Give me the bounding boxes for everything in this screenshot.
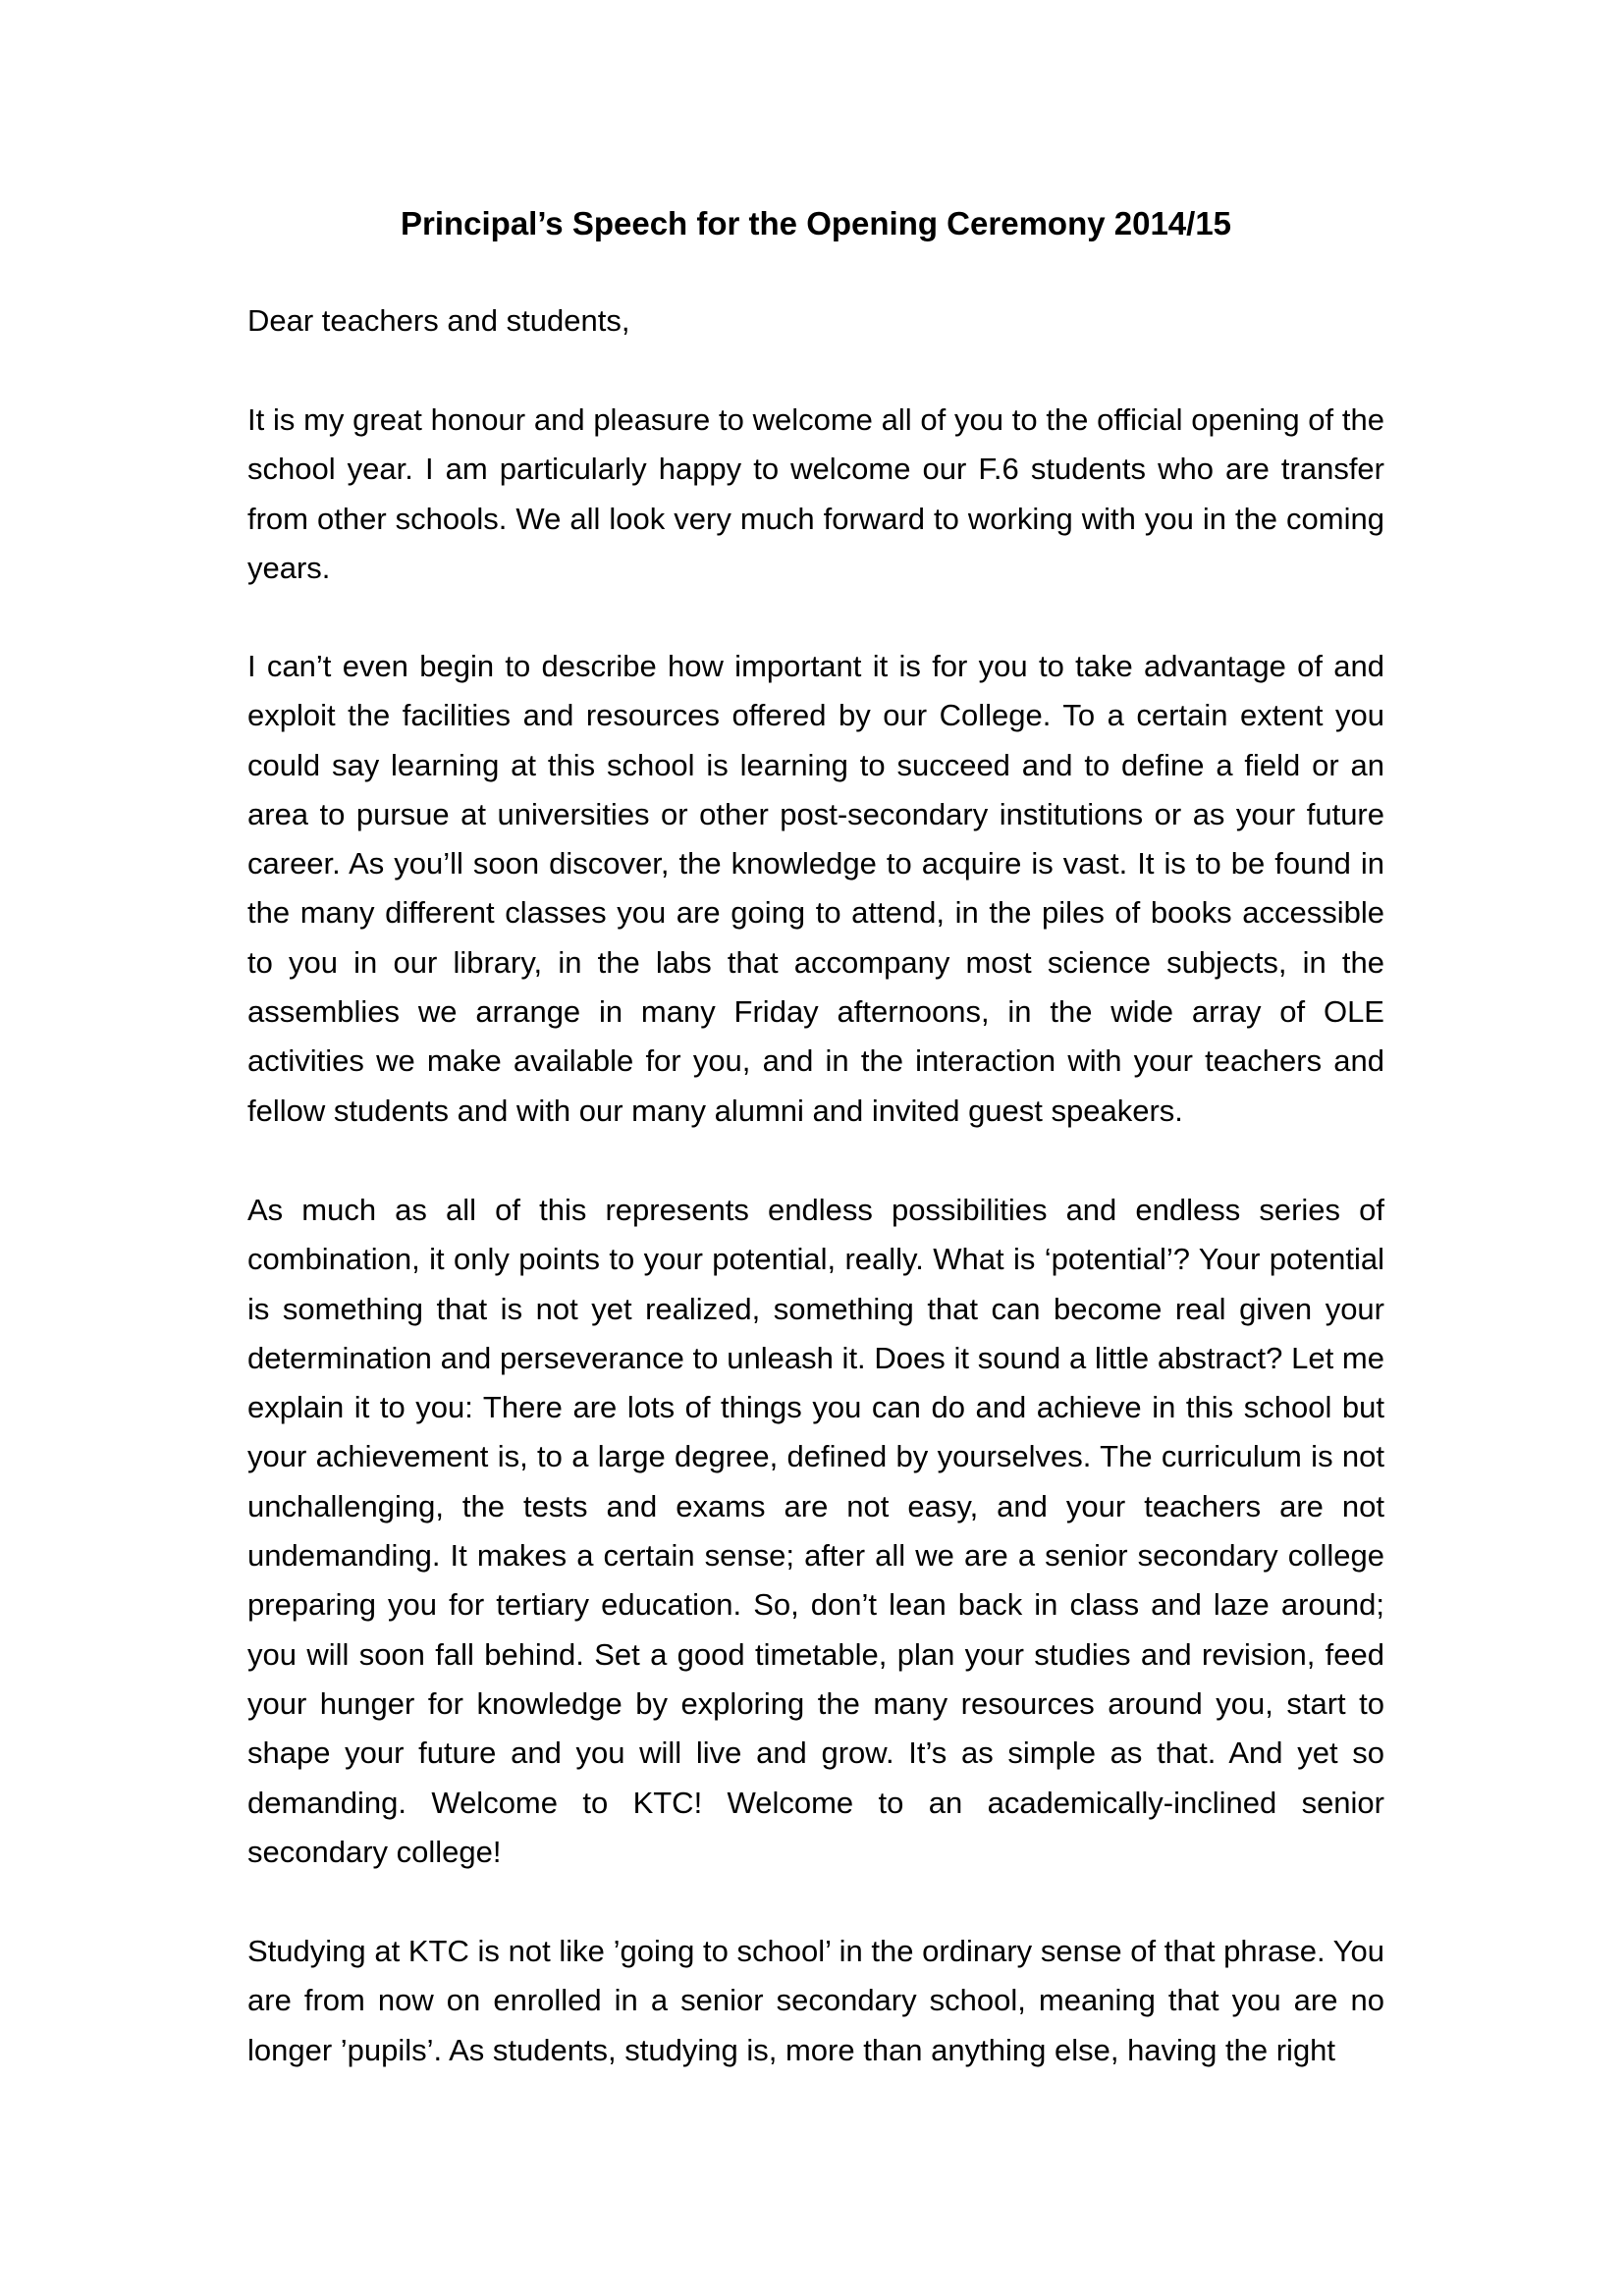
salutation: Dear teachers and students, [247,303,630,338]
paragraph-potential: As much as all of this represents endless possibilities and endless series of combination, it only points to your potential, really. What is ‘potential’? Your potential is something that is not yet realized, something that can become real given your determination and perseverance to unleash it. Does it sound a little abstract? Let me explain it to you: There are lots of things you can do and achieve in this school but your achievement is, to a large degree, defined by yourselves. The curriculum is not unchallenging, the tests and exams are not easy, and your teachers are not undemanding. It makes a certain sense; after all we are a senior secondary college preparing you for tertiary education. So, don’t lean back in class and laze around; you will soon fall behind. Set a good timetable, plan your studies and revision, feed your hunger for knowledge by exploring the many resources around you, start to shape your future and you will live and grow. It’s as simple as that. And yet so demanding. Welcome to KTC! Welcome to an academically-inclined senior secondary college! [247,1193,1384,1869]
paragraph-welcome: It is my great honour and pleasure to welcome all of you to the official opening of the school year. I am particularly happy to welcome our F.6 students who are transfer from other schools. We all look very much forward to working with you in the coming years. [247,402,1384,585]
paragraph-studying: Studying at KTC is not like ’going to school’ in the ordinary sense of that phrase. You are from now on enrolled in a senior secondary school, meaning that you are no longer ’pupils’. As students, studying is, more than anything else, having the right [247,1934,1384,2067]
page-title: Principal’s Speech for the Opening Ceremony 2014/15 [400,205,1232,241]
paragraph-resources: I can’t even begin to describe how important it is for you to take advantage of and exploit the facilities and resources offered by our College. To a certain extent you could say learning at this school is learning to succeed and to define a field or an area to pursue at universities or other post-secondary institutions or as your future career. As you’ll soon discover, the knowledge to acquire is vast. It is to be found in the many different classes you are going to attend, in the piles of books accessible to you in our library, in the labs that accompany most science subjects, in the assemblies we arrange in many Friday afternoons, in the wide array of OLE activities we make available for you, and in the interaction with your teachers and fellow students and with our many alumni and invited guest speakers. [247,649,1384,1128]
